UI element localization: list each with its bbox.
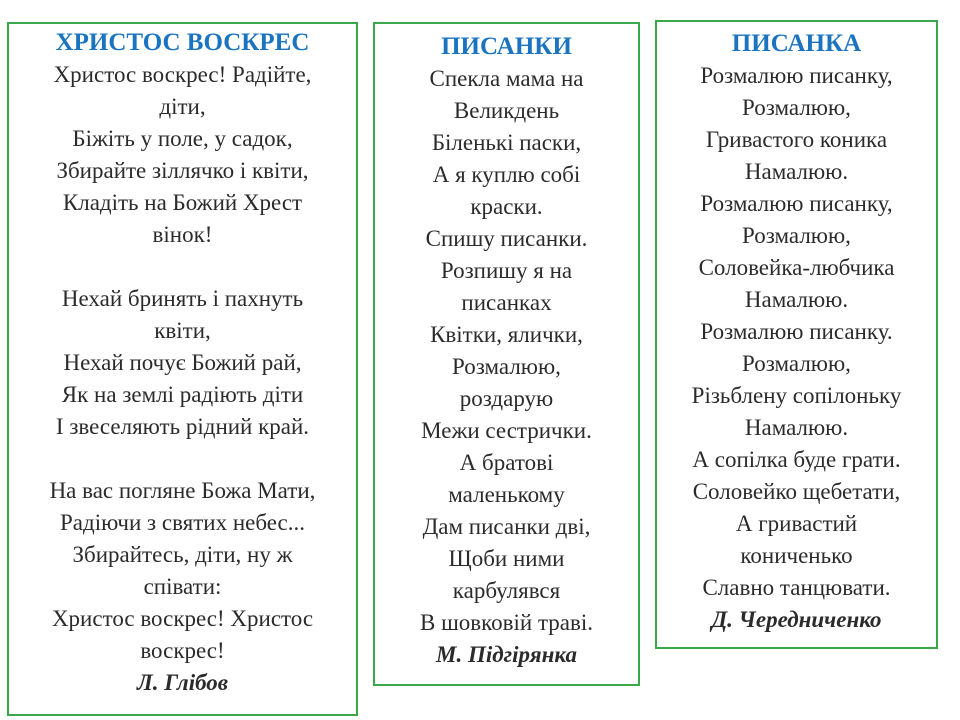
poem-line: Христос воскрес! Радійте, bbox=[53, 62, 312, 87]
poem-line: Розмалюю, bbox=[742, 223, 851, 248]
poem-line: І звеселяють рідний край. bbox=[55, 414, 310, 439]
poem-line: Розмалюю писанку, bbox=[700, 63, 893, 88]
poem-line: Спекла мама на bbox=[429, 66, 584, 91]
poem-line: квіти, bbox=[154, 318, 211, 343]
poem-line: Біжіть у поле, у садок, bbox=[72, 126, 293, 151]
poem-line: Розпишу я на bbox=[440, 258, 573, 283]
poem-lines bbox=[9, 59, 356, 667]
poem-line: роздарую bbox=[459, 386, 554, 411]
poem-lines bbox=[375, 63, 638, 639]
poem-line: писанках bbox=[461, 290, 552, 315]
poem-lines bbox=[657, 60, 936, 604]
poem-title: ХРИСТОС ВОСКРЕС bbox=[55, 29, 310, 56]
poem-author: М. Підгірянка bbox=[436, 642, 577, 667]
poem-line: маленькому bbox=[448, 482, 565, 507]
poem-card-pysanky bbox=[373, 22, 640, 686]
poem-line: кониченько bbox=[740, 543, 853, 568]
poem-line: Нехай почує Божий рай, bbox=[63, 350, 302, 375]
poem-line: А братові bbox=[459, 450, 554, 475]
poem-line: Розмалюю, bbox=[742, 95, 851, 120]
poem-title: ПИСАНКИ bbox=[441, 33, 572, 60]
poem-line: А я куплю собі bbox=[432, 162, 581, 187]
poem-line: Намалюю. bbox=[744, 415, 849, 440]
poem-card-pysanka bbox=[655, 20, 938, 649]
poem-line: Щоби ними bbox=[448, 546, 565, 571]
poem-line: Кладіть на Божий Хрест bbox=[62, 190, 303, 215]
poem-line: Збирайте зіллячко і квіти, bbox=[56, 158, 309, 183]
poem-line: діти, bbox=[159, 94, 206, 119]
poem-line: Гривастого коника bbox=[705, 127, 888, 152]
poem-line bbox=[9, 251, 356, 283]
poem-line: Христос воскрес! Христос bbox=[51, 606, 314, 631]
poem-line: співати: bbox=[143, 574, 222, 599]
poem-line: Спишу писанки. bbox=[425, 226, 588, 251]
poem-line: Дам писанки дві, bbox=[422, 514, 591, 539]
poem-line: Різьблену сопілоньку bbox=[691, 383, 902, 408]
poem-line: На вас погляне Божа Мати, bbox=[49, 478, 316, 503]
poem-line: Як на землі радіють діти bbox=[61, 382, 304, 407]
poem-line: Квітки, ялички, bbox=[430, 322, 583, 347]
poem-author: Д. Чередниченко bbox=[711, 607, 882, 632]
poem-line: краски. bbox=[470, 194, 543, 219]
poem-line: вінок! bbox=[152, 222, 213, 247]
poem-author: Л. Глібов bbox=[136, 670, 229, 695]
poem-line: Славно танцювати. bbox=[702, 575, 891, 600]
poem-line: Розмалюю, bbox=[452, 354, 561, 379]
poem-title: ПИСАНКА bbox=[731, 30, 862, 57]
poem-line: Соловейко щебетати, bbox=[692, 479, 901, 504]
poem-line: Намалюю. bbox=[744, 159, 849, 184]
poem-line: Збирайтесь, діти, ну ж bbox=[72, 542, 293, 567]
poem-line: Намалюю. bbox=[744, 287, 849, 312]
poem-card-khrystos-voskres bbox=[7, 22, 358, 716]
poem-line: В шовковій траві. bbox=[419, 610, 594, 635]
poem-line: Великдень bbox=[453, 98, 560, 123]
poem-line bbox=[9, 443, 356, 475]
poem-line: воскрес! bbox=[140, 638, 225, 663]
poem-line: Соловейка-любчика bbox=[698, 255, 895, 280]
poem-line: Радіючи з святих небес... bbox=[60, 510, 305, 535]
poem-line: Розмалюю писанку, bbox=[700, 191, 893, 216]
poem-line: карбулявся bbox=[452, 578, 561, 603]
poem-line: Розмалюю, bbox=[742, 351, 851, 376]
poem-line: Розмалюю писанку. bbox=[700, 319, 893, 344]
poem-line: А сопілка буде грати. bbox=[692, 447, 901, 472]
poem-line: Біленькі паски, bbox=[431, 130, 582, 155]
poem-line: Нехай бринять і пахнуть bbox=[61, 286, 304, 311]
poem-line: Межи сестрички. bbox=[421, 418, 592, 443]
poem-line: А гривастий bbox=[735, 511, 858, 536]
